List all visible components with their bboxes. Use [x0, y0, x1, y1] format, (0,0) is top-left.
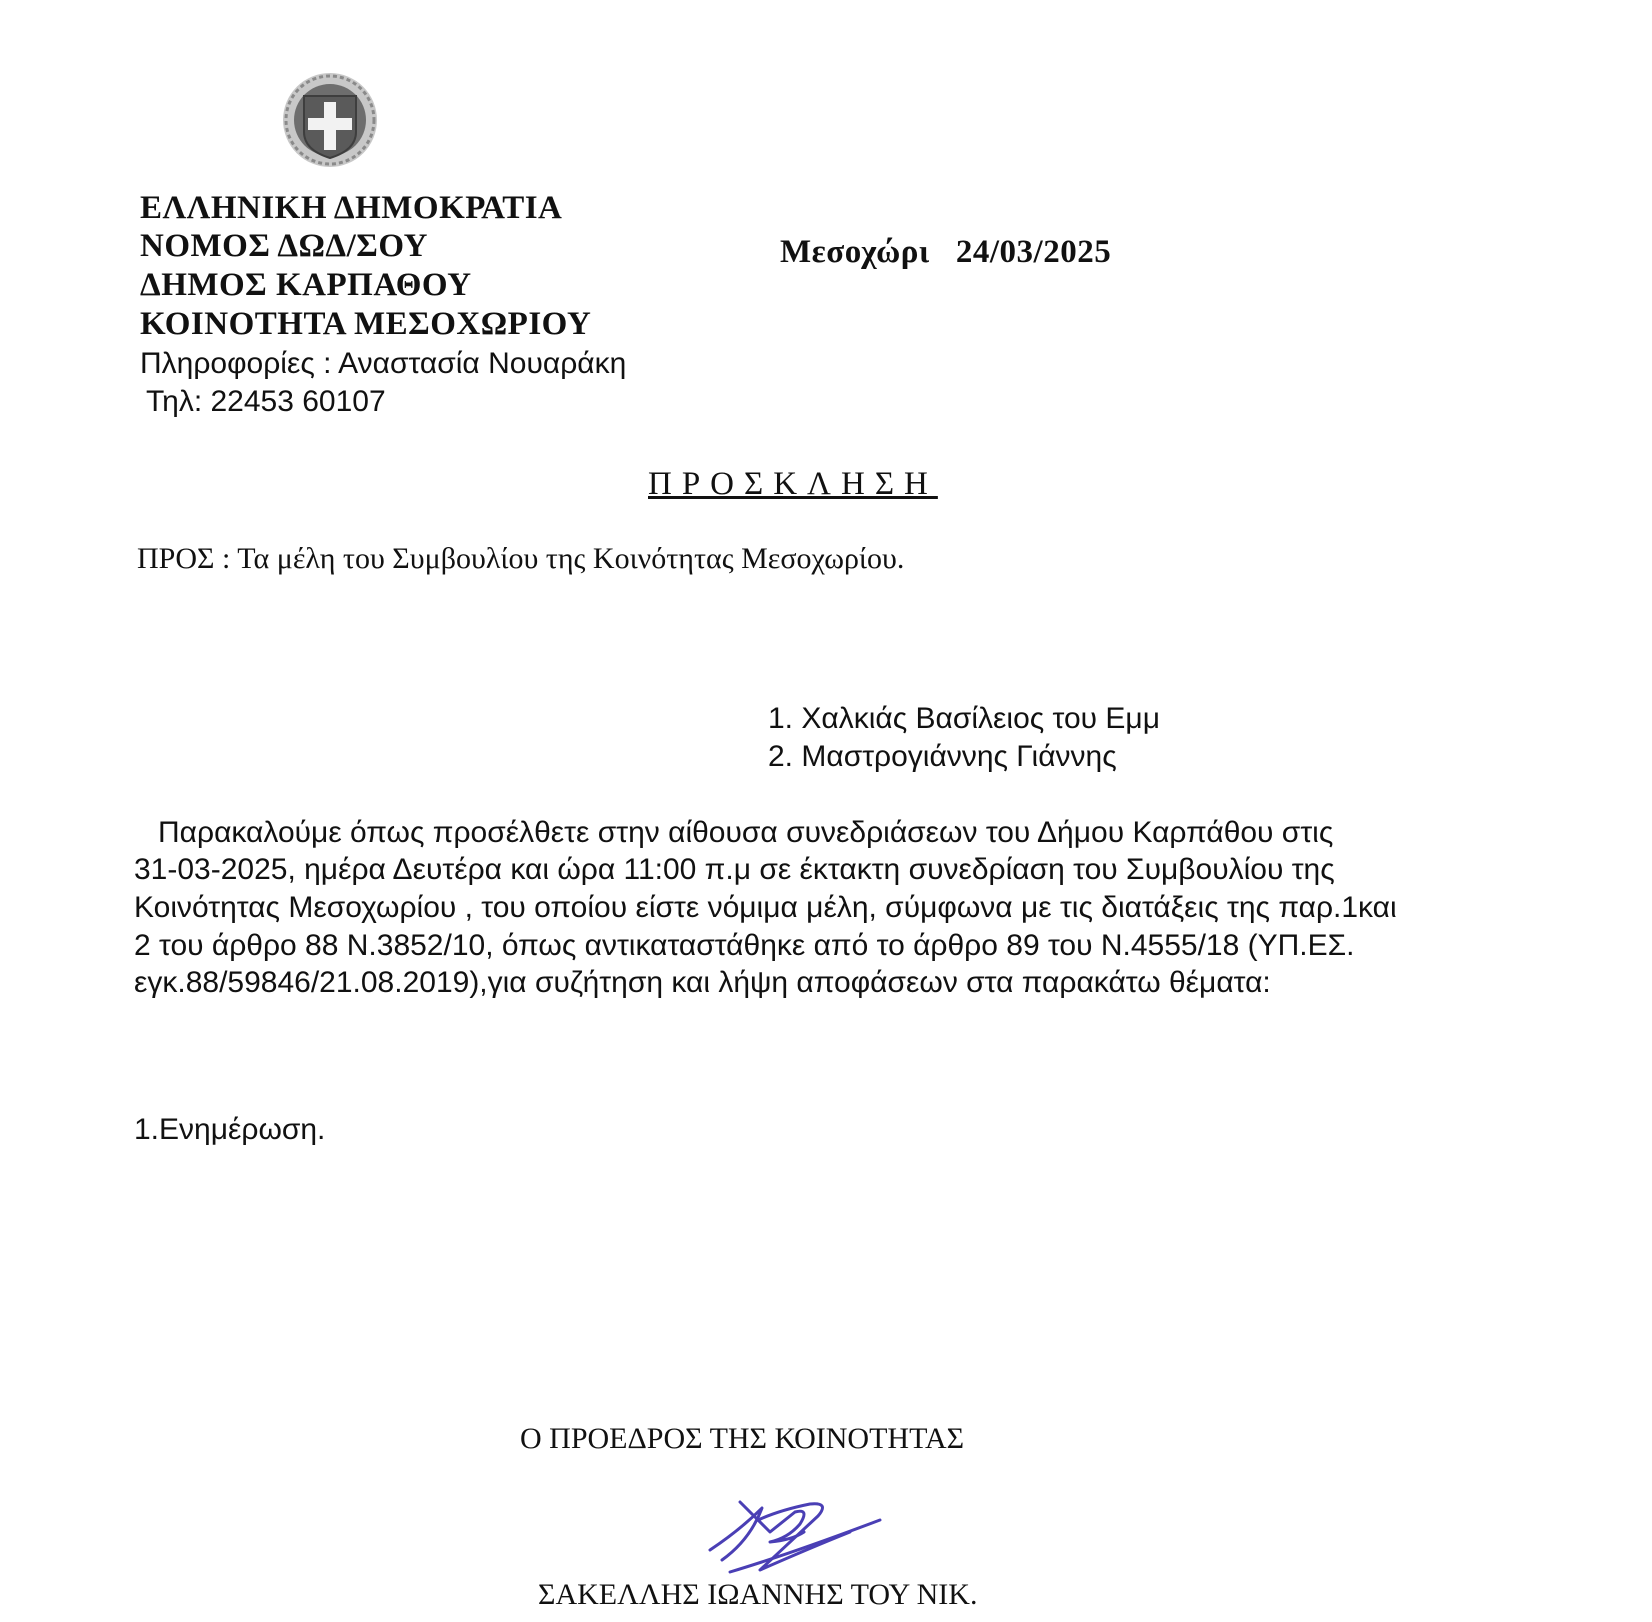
body-line-1: Παρακαλούμε όπως προσέλθετε στην αίθουσα συνεδριάσεων του Δήμου Καρπάθου στις — [158, 816, 1334, 849]
agenda-item: 1.Ενημέρωση. — [134, 1113, 326, 1146]
member-item: 2. Μαστρογιάννης Γιάννης — [768, 740, 1117, 773]
recipient-line: ΠΡΟΣ : Τα μέλη του Συμβουλίου της Κοινότητας Μεσοχωρίου. — [137, 542, 905, 575]
header-phone: Τηλ: 22453 60107 — [146, 385, 386, 418]
signature-name: ΣΑΚΕΛΛΗΣ ΙΩΑΝΝΗΣ ΤΟΥ ΝΙΚ. — [538, 1578, 978, 1611]
body-line-5: εγκ.88/59846/21.08.2019),για συζήτηση και λήψη αποφάσεων στα παρακάτω θέματα: — [134, 966, 1271, 999]
body-line-4: 2 του άρθρο 88 Ν.3852/10, όπως αντικαταστάθηκε από το άρθρο 89 του Ν.4555/18 (ΥΠ.ΕΣ. — [134, 929, 1355, 962]
date: 24/03/2025 — [955, 234, 1112, 270]
signature-role: Ο ΠΡΟΕΔΡΟΣ ΤΗΣ ΚΟΙΝΟΤΗΤΑΣ — [520, 1422, 965, 1455]
place-date — [780, 234, 1111, 271]
body-line-3: Κοινότητας Μεσοχωρίου , του οποίου είστε νόμιμα μέλη, σύμφωνα με τις διατάξεις της παρ.1και — [134, 891, 1397, 924]
handwritten-signature — [700, 1490, 890, 1585]
document-title: ΠΡΟΣΚΛΗΣΗ — [648, 466, 938, 502]
header-line-community: ΚΟΙΝΟΤΗΤΑ ΜΕΣΟΧΩΡΙΟΥ — [140, 306, 592, 342]
header-info: Πληροφορίες : Αναστασία Νουαράκη — [140, 347, 627, 380]
place: Μεσοχώρι — [780, 234, 930, 270]
header-line-municipality: ΔΗΜΟΣ ΚΑΡΠΑΘΟΥ — [140, 267, 472, 303]
body-line-2: 31-03-2025, ημέρα Δευτέρα και ώρα 11:00 π.μ σε έκτακτη συνεδρίαση του Συμβουλίου της — [134, 853, 1335, 886]
header-line-republic: ΕΛΛΗΝΙΚΗ ΔΗΜΟΚΡΑΤΙΑ — [140, 190, 563, 226]
header-line-prefecture: ΝΟΜΟΣ ΔΩΔ/ΣΟΥ — [140, 228, 429, 264]
greek-coat-of-arms-emblem — [280, 70, 380, 170]
member-item: 1. Χαλκιάς Βασίλειος του Εμμ — [768, 702, 1160, 735]
